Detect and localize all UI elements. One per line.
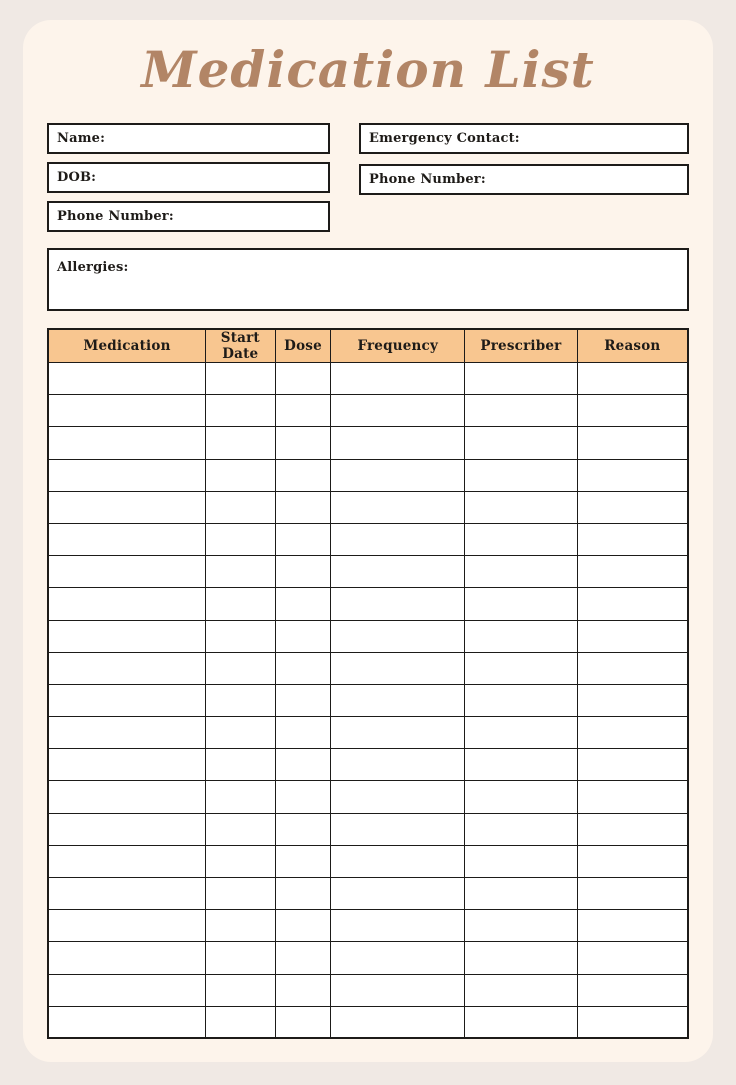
- medication-table-cell[interactable]: [465, 459, 578, 491]
- medication-table-cell[interactable]: [275, 942, 331, 974]
- medication-table-cell[interactable]: [275, 813, 331, 845]
- medication-table-cell[interactable]: [275, 781, 331, 813]
- medication-table-cell[interactable]: [577, 910, 688, 942]
- medication-table-cell[interactable]: [331, 910, 465, 942]
- medication-table-row: [48, 910, 688, 942]
- medication-table-cell[interactable]: [465, 588, 578, 620]
- medication-table-cell[interactable]: [331, 684, 465, 716]
- medication-table-cell[interactable]: [465, 395, 578, 427]
- medication-table-cell[interactable]: [205, 491, 275, 523]
- medication-table-cell[interactable]: [205, 556, 275, 588]
- medication-table-cell[interactable]: [48, 363, 205, 395]
- medication-table-cell[interactable]: [205, 845, 275, 877]
- header-medication: Medication: [48, 329, 205, 363]
- emergency-contact-field[interactable]: [359, 123, 689, 154]
- medication-table-cell[interactable]: [465, 749, 578, 781]
- medication-table-cell[interactable]: [465, 620, 578, 652]
- medication-table-row: [48, 749, 688, 781]
- medication-table-row: [48, 684, 688, 716]
- medication-table-row: [48, 974, 688, 1006]
- medication-table-cell[interactable]: [275, 974, 331, 1006]
- medication-table-cell[interactable]: [577, 556, 688, 588]
- medication-table-row: [48, 845, 688, 877]
- medication-table-row: [48, 717, 688, 749]
- allergies-field-label: Allergies:: [57, 260, 129, 275]
- medication-table-cell[interactable]: [48, 781, 205, 813]
- medication-table-cell[interactable]: [48, 427, 205, 459]
- medication-table-cell[interactable]: [331, 588, 465, 620]
- medication-table-cell[interactable]: [275, 556, 331, 588]
- medication-table-cell[interactable]: [48, 556, 205, 588]
- medication-table-cell[interactable]: [48, 684, 205, 716]
- medication-table-cell[interactable]: [577, 620, 688, 652]
- medication-table-cell[interactable]: [465, 363, 578, 395]
- name-field-label: Name:: [57, 131, 106, 146]
- medication-table-cell[interactable]: [48, 491, 205, 523]
- allergies-field[interactable]: [47, 248, 689, 311]
- medication-table-cell[interactable]: [577, 974, 688, 1006]
- medication-table-cell[interactable]: [205, 878, 275, 910]
- medication-table-cell[interactable]: [48, 878, 205, 910]
- medication-table-cell[interactable]: [275, 427, 331, 459]
- medication-table-row: [48, 942, 688, 974]
- medication-table-cell[interactable]: [465, 813, 578, 845]
- emergency-info-right-column: [359, 123, 689, 232]
- medication-table-row: [48, 878, 688, 910]
- medication-table-cell[interactable]: [48, 942, 205, 974]
- medication-table-cell[interactable]: [577, 878, 688, 910]
- medication-table-cell[interactable]: [275, 1006, 331, 1038]
- dob-field[interactable]: [47, 162, 330, 193]
- medication-table-cell[interactable]: [205, 910, 275, 942]
- medication-table-cell[interactable]: [275, 717, 331, 749]
- medication-table-cell[interactable]: [465, 523, 578, 555]
- medication-table-cell[interactable]: [331, 813, 465, 845]
- emergency-contact-field-label: Emergency Contact:: [369, 131, 520, 146]
- phone-number-field[interactable]: [47, 201, 330, 232]
- medication-table-cell[interactable]: [331, 717, 465, 749]
- medication-table-cell[interactable]: [48, 523, 205, 555]
- medication-table-cell[interactable]: [465, 845, 578, 877]
- phone-number-field-label: Phone Number:: [57, 209, 174, 224]
- medication-table-cell[interactable]: [331, 749, 465, 781]
- medication-table-cell[interactable]: [205, 717, 275, 749]
- medication-table-cell[interactable]: [465, 910, 578, 942]
- medication-table-cell[interactable]: [465, 974, 578, 1006]
- medication-table-cell[interactable]: [577, 427, 688, 459]
- medication-table-cell[interactable]: [205, 974, 275, 1006]
- patient-info-section: [47, 123, 689, 232]
- medication-table-cell[interactable]: [577, 781, 688, 813]
- medication-table-row: [48, 620, 688, 652]
- medication-table-cell[interactable]: [275, 749, 331, 781]
- medication-table-cell[interactable]: [48, 910, 205, 942]
- dob-field-label: DOB:: [57, 170, 97, 185]
- medication-table-cell[interactable]: [205, 588, 275, 620]
- medication-table-cell[interactable]: [577, 749, 688, 781]
- medication-table-cell[interactable]: [465, 878, 578, 910]
- medication-table-cell[interactable]: [465, 717, 578, 749]
- medication-table-cell[interactable]: [48, 749, 205, 781]
- medication-table-cell[interactable]: [577, 1006, 688, 1038]
- medication-table-cell[interactable]: [48, 588, 205, 620]
- medication-table-cell[interactable]: [331, 878, 465, 910]
- medication-table-cell[interactable]: [205, 427, 275, 459]
- medication-list-card: [23, 20, 713, 1062]
- medication-table-header-row: [48, 329, 688, 363]
- medication-table-cell[interactable]: [331, 652, 465, 684]
- header-reason: Reason: [577, 329, 688, 363]
- medication-table-cell[interactable]: [577, 588, 688, 620]
- medication-table-row: [48, 427, 688, 459]
- medication-table-cell[interactable]: [205, 363, 275, 395]
- medication-table-cell[interactable]: [205, 813, 275, 845]
- medication-table-cell[interactable]: [48, 1006, 205, 1038]
- medication-table-cell[interactable]: [465, 427, 578, 459]
- medication-table-row: [48, 781, 688, 813]
- header-frequency: Frequency: [331, 329, 465, 363]
- header-prescriber: Prescriber: [465, 329, 578, 363]
- medication-table-row: [48, 523, 688, 555]
- medication-table-cell[interactable]: [331, 556, 465, 588]
- medication-table-cell[interactable]: [205, 523, 275, 555]
- medication-table-cell[interactable]: [331, 1006, 465, 1038]
- medication-table-cell[interactable]: [205, 459, 275, 491]
- medication-table-cell[interactable]: [48, 620, 205, 652]
- medication-table-cell[interactable]: [48, 974, 205, 1006]
- medication-table-cell[interactable]: [331, 523, 465, 555]
- page-title: Medication List: [141, 40, 595, 99]
- medication-table-cell[interactable]: [331, 427, 465, 459]
- medication-table-row: [48, 459, 688, 491]
- medication-table-cell[interactable]: [577, 491, 688, 523]
- medication-table-cell[interactable]: [275, 363, 331, 395]
- medication-table-cell[interactable]: [48, 459, 205, 491]
- medication-table-cell[interactable]: [465, 781, 578, 813]
- medication-table-cell[interactable]: [205, 781, 275, 813]
- name-field[interactable]: [47, 123, 330, 154]
- medication-table-row: [48, 1006, 688, 1038]
- medication-table-cell[interactable]: [331, 363, 465, 395]
- medication-table-cell[interactable]: [331, 781, 465, 813]
- medication-table-cell[interactable]: [577, 813, 688, 845]
- medication-table-body: [48, 363, 688, 1039]
- medication-table-cell[interactable]: [275, 491, 331, 523]
- medication-table-row: [48, 652, 688, 684]
- medication-table-cell[interactable]: [465, 491, 578, 523]
- medication-table-cell[interactable]: [577, 395, 688, 427]
- medication-table-cell[interactable]: [205, 1006, 275, 1038]
- header-start-date: Start Date: [205, 329, 275, 363]
- medication-table-cell[interactable]: [331, 974, 465, 1006]
- emergency-phone-number-field[interactable]: [359, 164, 689, 195]
- medication-table-cell[interactable]: [577, 845, 688, 877]
- medication-table-cell[interactable]: [331, 620, 465, 652]
- medication-table-cell[interactable]: [205, 652, 275, 684]
- medication-table-cell[interactable]: [577, 523, 688, 555]
- medication-table-cell[interactable]: [577, 363, 688, 395]
- emergency-phone-number-field-label: Phone Number:: [369, 172, 486, 187]
- medication-table-cell[interactable]: [48, 717, 205, 749]
- medication-table-cell[interactable]: [205, 749, 275, 781]
- header-dose: Dose: [275, 329, 331, 363]
- medication-table-row: [48, 813, 688, 845]
- medication-table-cell[interactable]: [48, 845, 205, 877]
- medication-table-cell[interactable]: [331, 491, 465, 523]
- medication-table: [47, 328, 689, 1039]
- medication-table-cell[interactable]: [275, 459, 331, 491]
- medication-table-cell[interactable]: [275, 684, 331, 716]
- medication-table-cell[interactable]: [577, 942, 688, 974]
- medication-table-cell[interactable]: [275, 845, 331, 877]
- medication-table-cell[interactable]: [205, 684, 275, 716]
- medication-table-cell[interactable]: [48, 652, 205, 684]
- medication-table-cell[interactable]: [465, 1006, 578, 1038]
- medication-table-cell[interactable]: [275, 878, 331, 910]
- medication-table-cell[interactable]: [275, 620, 331, 652]
- medication-table-row: [48, 588, 688, 620]
- medication-table-row: [48, 556, 688, 588]
- medication-table-cell[interactable]: [577, 717, 688, 749]
- medication-table-cell[interactable]: [205, 620, 275, 652]
- medication-table-cell[interactable]: [465, 556, 578, 588]
- medication-table-cell[interactable]: [48, 395, 205, 427]
- medication-table-cell[interactable]: [331, 942, 465, 974]
- medication-table-cell[interactable]: [275, 523, 331, 555]
- medication-table-cell[interactable]: [205, 942, 275, 974]
- medication-table-row: [48, 363, 688, 395]
- medication-table-cell[interactable]: [331, 459, 465, 491]
- medication-table-cell[interactable]: [275, 910, 331, 942]
- medication-table-cell[interactable]: [577, 684, 688, 716]
- medication-table-cell[interactable]: [275, 588, 331, 620]
- medication-table-cell[interactable]: [577, 652, 688, 684]
- medication-table-cell[interactable]: [331, 845, 465, 877]
- patient-info-left-column: [47, 123, 330, 232]
- medication-table-cell[interactable]: [275, 395, 331, 427]
- medication-table-cell[interactable]: [465, 652, 578, 684]
- medication-table-cell[interactable]: [577, 459, 688, 491]
- medication-table-row: [48, 395, 688, 427]
- medication-table-cell[interactable]: [465, 684, 578, 716]
- medication-table-cell[interactable]: [331, 395, 465, 427]
- medication-table-cell[interactable]: [48, 813, 205, 845]
- medication-table-cell[interactable]: [465, 942, 578, 974]
- medication-table-cell[interactable]: [205, 395, 275, 427]
- medication-table-row: [48, 491, 688, 523]
- medication-table-cell[interactable]: [275, 652, 331, 684]
